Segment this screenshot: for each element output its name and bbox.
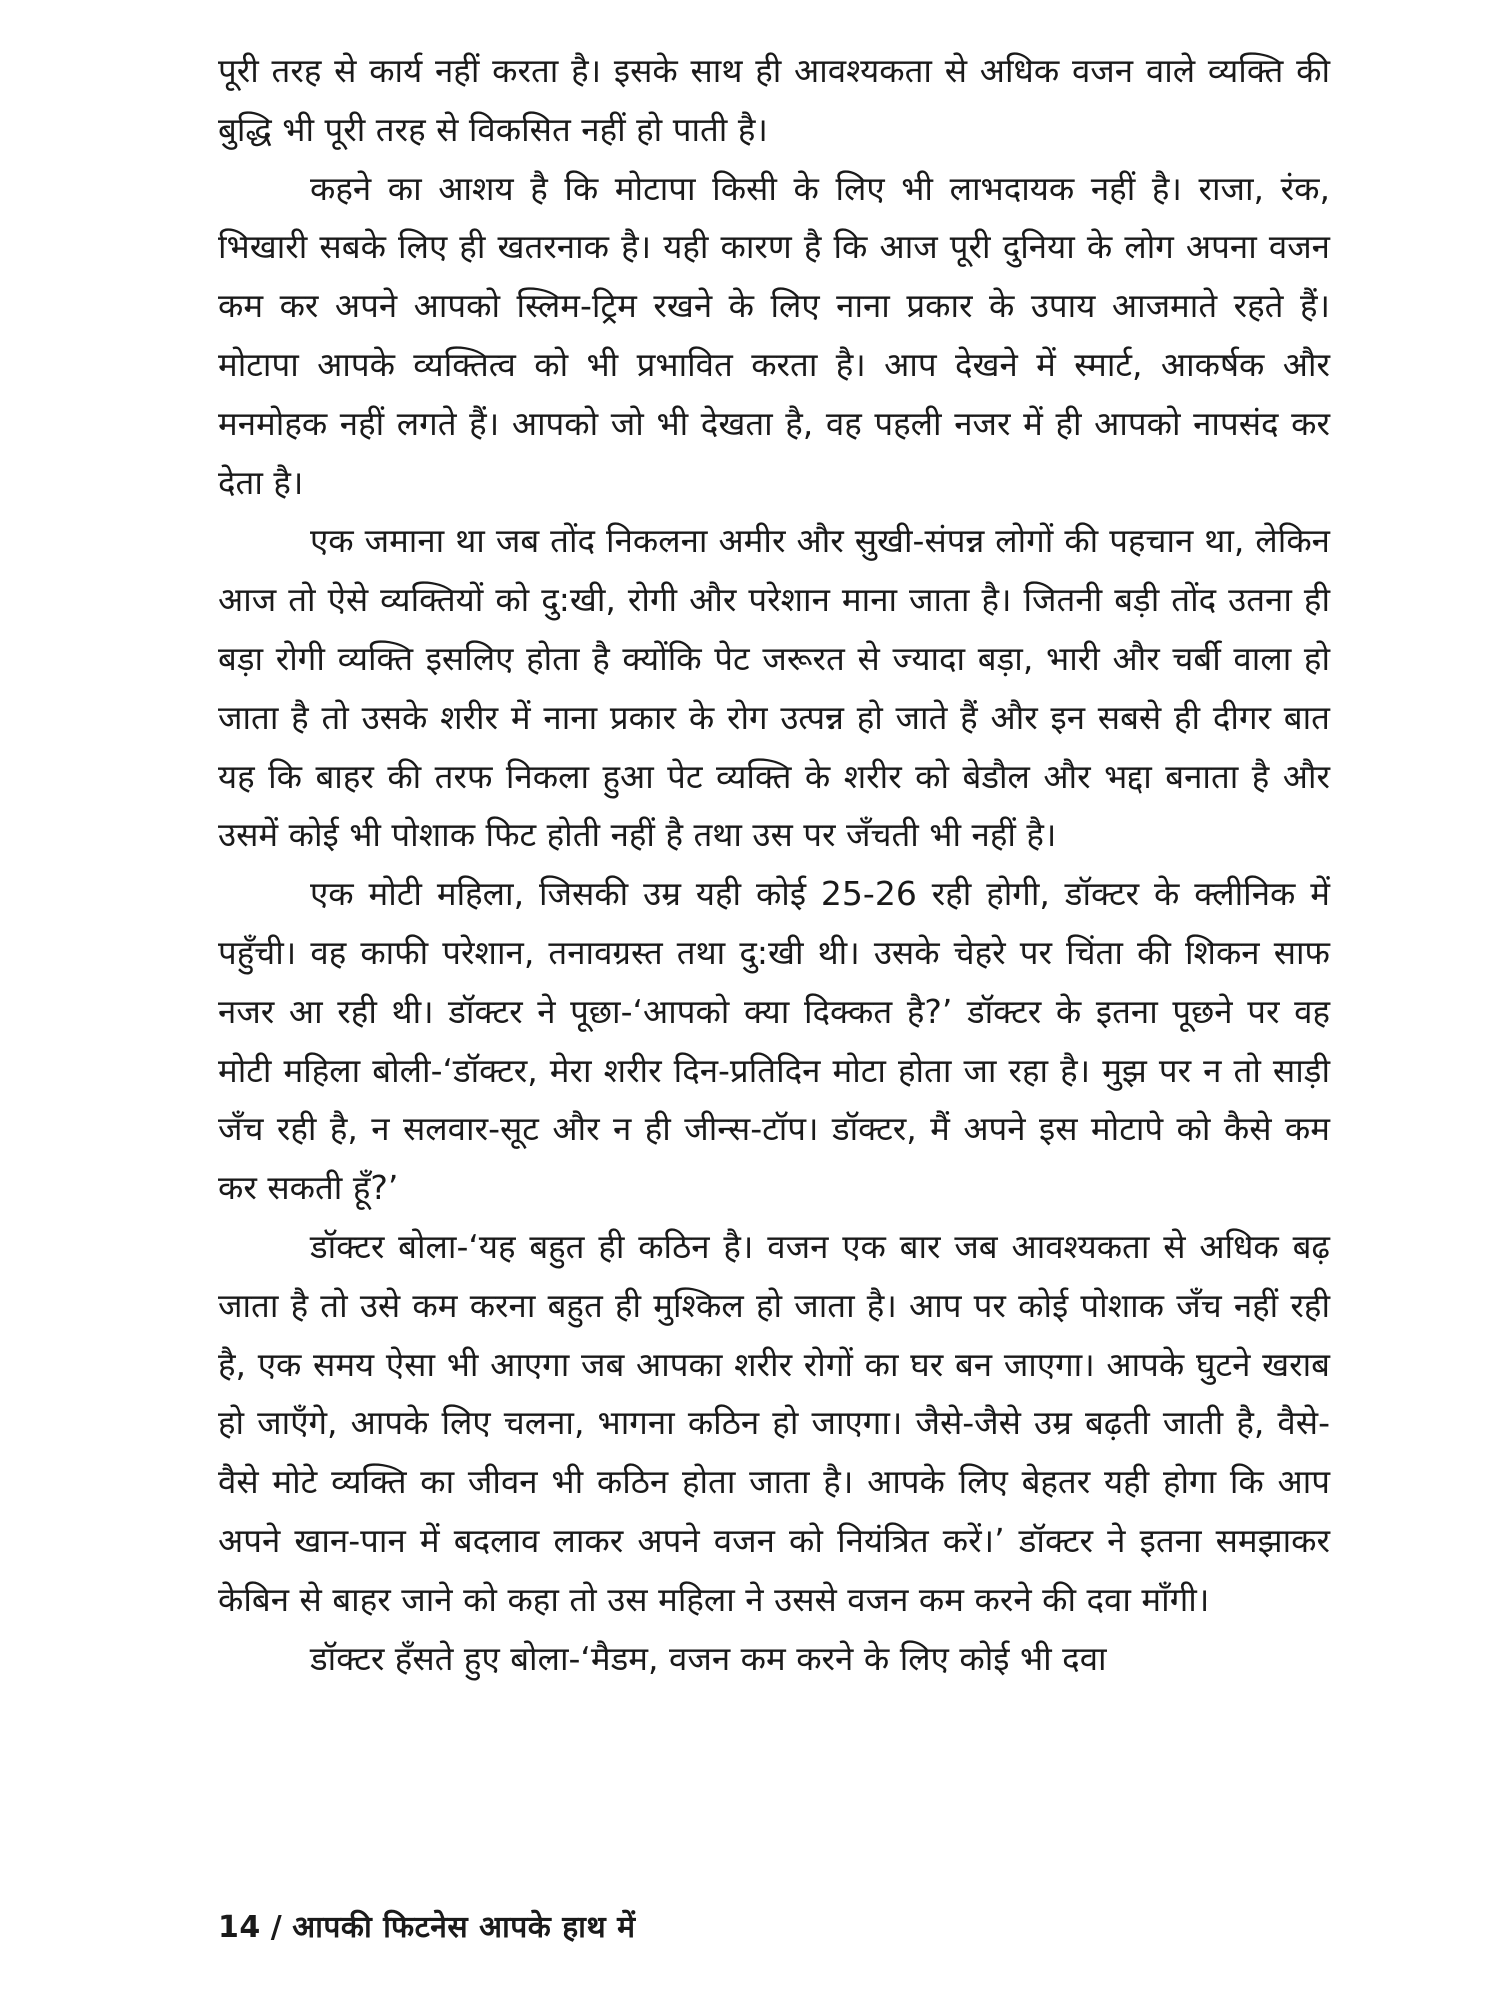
body-text bbox=[218, 42, 1330, 1688]
paragraph: एक जमाना था जब तोंद निकलना अमीर और सुखी-संपन्न लोगों की पहचान था, लेकिन आज तो ऐसे व्यक्तियों को दु:खी, रोगी और परेशान माना जाता है। जितनी बड़ी तोंद उतना ही बड़ा रोगी व्यक्ति इसलिए होता है क्योंकि पेट जरूरत से ज्यादा बड़ा, भारी और चर्बी वाला हो जाता है तो उसके शरीर में नाना प्रकार के रोग उत्पन्न हो जाते हैं और इन सबसे ही दीगर बात यह कि बाहर की तरफ निकला हुआ पेट व्यक्ति के शरीर को बेडौल और भद्दा बनाता है और उसमें कोई भी पोशाक फिट होती नहीं है तथा उस पर जँचती भी नहीं है। bbox=[218, 521, 1330, 855]
paragraph-continuation: पूरी तरह से कार्य नहीं करता है। इसके साथ ही आवश्यकता से अधिक वजन वाले व्यक्ति की बुद्धि भी पूरी तरह से विकसित नहीं हो पाती है। bbox=[218, 51, 1330, 149]
page-footer bbox=[218, 1908, 636, 1948]
paragraph: एक मोटी महिला, जिसकी उम्र यही कोई 25-26 रही होगी, डॉक्टर के क्लीनिक में पहुँची। वह काफी परेशान, तनावग्रस्त तथा दु:खी थी। उसके चेहरे पर चिंता की शिकन साफ नजर आ रही थी। डॉक्टर ने पूछा-‘आपको क्या दिक्कत है?’ डॉक्टर के इतना पूछने पर वह मोटी महिला बोली-‘डॉक्टर, मेरा शरीर दिन-प्रतिदिन मोटा होता जा रहा है। मुझ पर न तो साड़ी जँच रही है, न सलवार-सूट और न ही जीन्स-टॉप। डॉक्टर, मैं अपने इस मोटापे को कैसे कम कर सकती हूँ?’ bbox=[218, 874, 1330, 1208]
paragraph: कहने का आशय है कि मोटापा किसी के लिए भी लाभदायक नहीं है। राजा, रंक, भिखारी सबके लिए ही खतरनाक है। यही कारण है कि आज पूरी दुनिया के लोग अपना वजन कम कर अपने आपको स्लिम-ट्रिम रखने के लिए नाना प्रकार के उपाय आजमाते रहते हैं। मोटापा आपके व्यक्तित्व को भी प्रभावित करता है। आप देखने में स्मार्ट, आकर्षक और मनमोहक नहीं लगते हैं। आपको जो भी देखता है, वह पहली नजर में ही आपको नापसंद कर देता है। bbox=[218, 168, 1330, 502]
page-number: 14 bbox=[218, 1910, 261, 1945]
book-title: आपकी फिटनेस आपके हाथ में bbox=[292, 1910, 636, 1945]
footer-separator: / bbox=[270, 1910, 283, 1945]
paragraph: डॉक्टर बोला-‘यह बहुत ही कठिन है। वजन एक बार जब आवश्यकता से अधिक बढ़ जाता है तो उसे कम करना बहुत ही मुश्किल हो जाता है। आप पर कोई पोशाक जँच नहीं रही है, एक समय ऐसा भी आएगा जब आपका शरीर रोगों का घर बन जाएगा। आपके घुटने खराब हो जाएँगे, आपके लिए चलना, भागना कठिन हो जाएगा। जैसे-जैसे उम्र बढ़ती जाती है, वैसे-वैसे मोटे व्यक्ति का जीवन भी कठिन होता जाता है। आपके लिए बेहतर यही होगा कि आप अपने खान-पान में बदलाव लाकर अपने वजन को नियंत्रित करें।’ डॉक्टर ने इतना समझाकर केबिन से बाहर जाने को कहा तो उस महिला ने उससे वजन कम करने की दवा माँगी। bbox=[218, 1226, 1330, 1619]
paragraph: डॉक्टर हँसते हुए बोला-‘मैडम, वजन कम करने के लिए कोई भी दवा bbox=[310, 1638, 1107, 1678]
